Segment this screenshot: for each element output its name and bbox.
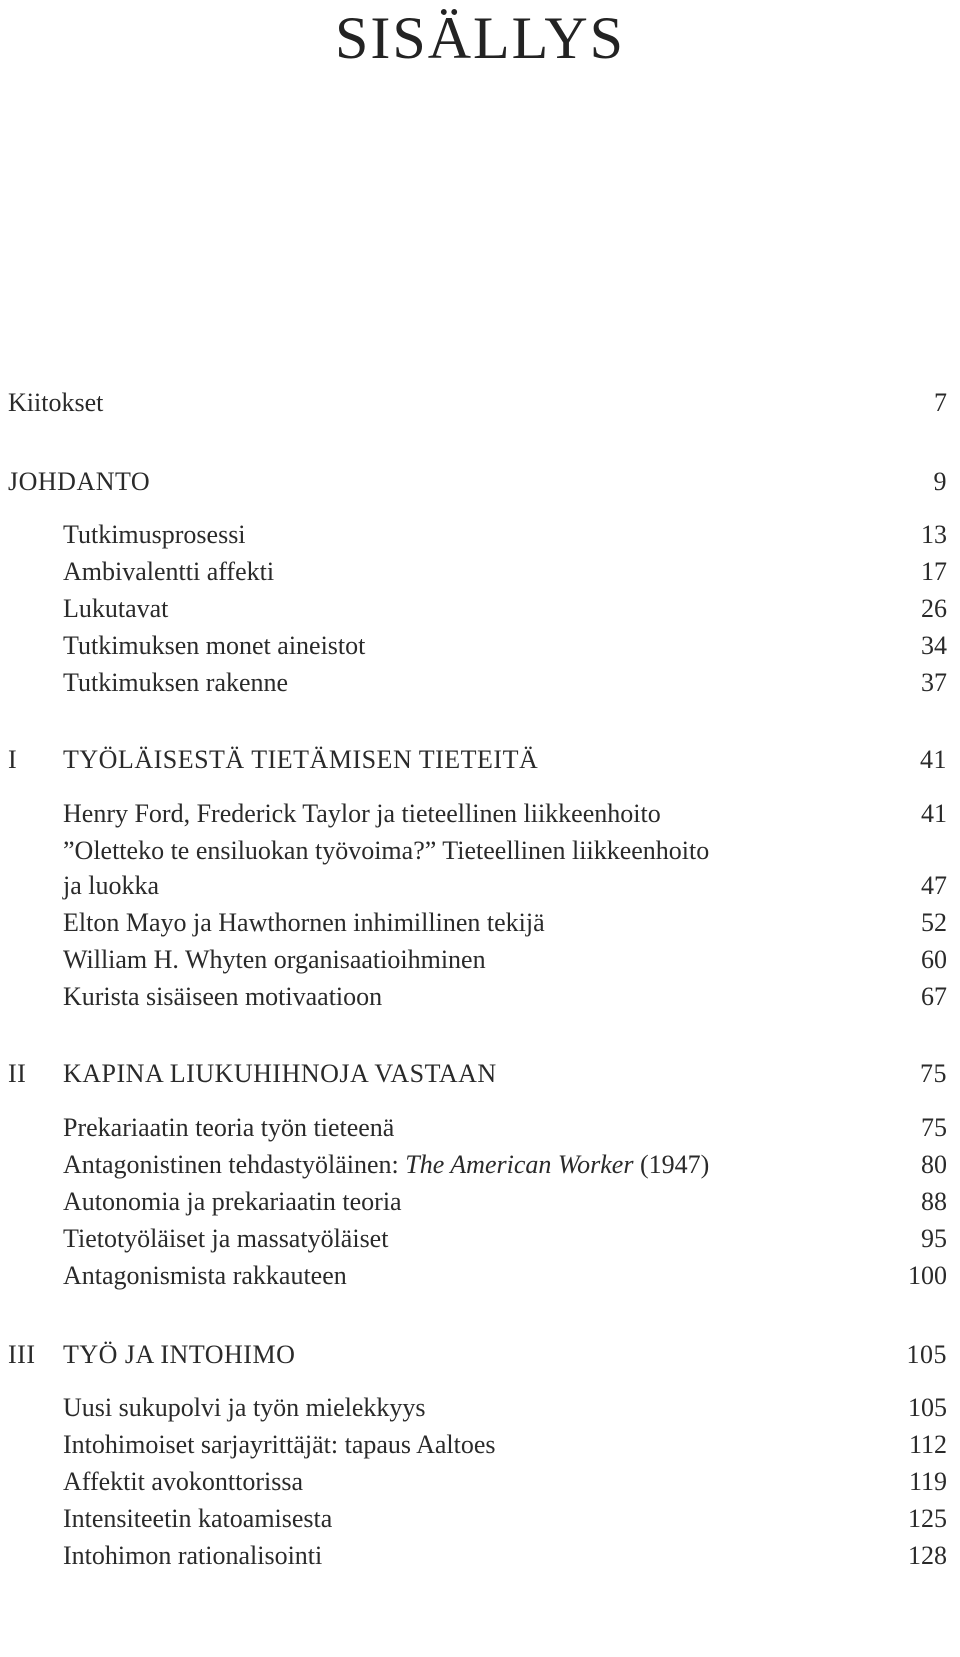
- toc-entry[interactable]: [8, 1428, 947, 1462]
- toc-part-title: KAPINA LIUKUHIHNOJA VASTAAN: [63, 1059, 497, 1088]
- toc-entry[interactable]: [8, 518, 947, 552]
- toc-entry-page: 80: [921, 1150, 947, 1179]
- page-title: SISÄLLYS: [334, 5, 626, 71]
- toc-part-page: 105: [906, 1340, 947, 1369]
- toc-entry[interactable]: [8, 592, 947, 626]
- toc-entry-page: 125: [908, 1504, 947, 1533]
- toc-entry[interactable]: [8, 797, 947, 831]
- toc-entry-page: 128: [908, 1541, 947, 1570]
- toc-part-title: TYÖ JA INTOHIMO: [63, 1340, 296, 1369]
- toc-section-page: 9: [933, 467, 947, 496]
- toc-entry[interactable]: [8, 629, 947, 663]
- toc-entry-label: Intohimon rationalisointi: [63, 1541, 323, 1570]
- toc-entry[interactable]: [8, 1222, 947, 1256]
- toc-entry-label: [63, 1148, 709, 1182]
- toc-entry[interactable]: [8, 834, 947, 868]
- toc-entry[interactable]: [8, 980, 947, 1014]
- toc-entry[interactable]: [8, 1148, 947, 1182]
- book-title: The American Worker: [405, 1150, 634, 1179]
- toc-part-page: 75: [920, 1059, 947, 1088]
- toc-entry[interactable]: [8, 943, 947, 977]
- toc-entry[interactable]: [8, 386, 947, 420]
- toc-entry-label: William H. Whyten organisaatioihminen: [63, 945, 486, 974]
- toc-entry-page: 34: [921, 631, 947, 660]
- toc-entry-page: 112: [908, 1430, 947, 1459]
- toc-entry-page: 95: [921, 1224, 947, 1253]
- toc-entry-page: 105: [908, 1393, 947, 1422]
- toc-entry[interactable]: [8, 1185, 947, 1219]
- toc-entry-page: 13: [921, 520, 947, 549]
- toc-entry-label: Lukutavat: [63, 594, 169, 623]
- toc-entry-label: Kiitokset: [8, 388, 104, 417]
- toc-part-heading[interactable]: [8, 743, 947, 777]
- toc-entry[interactable]: [8, 1465, 947, 1499]
- toc-entry-continuation[interactable]: [8, 869, 947, 903]
- toc-entry-page: 119: [908, 1467, 947, 1496]
- toc-entry-label: Tutkimusprosessi: [63, 520, 246, 549]
- toc-entry-label: Prekariaatin teoria työn tieteenä: [63, 1113, 395, 1142]
- toc-entry-page: 52: [921, 908, 947, 937]
- toc-entry-label: Tutkimuksen rakenne: [63, 668, 289, 697]
- toc-part-number: III: [8, 1340, 36, 1369]
- toc-part-title: TYÖLÄISESTÄ TIETÄMISEN TIETEITÄ: [63, 745, 539, 774]
- toc-entry-label-post: (1947): [633, 1150, 710, 1179]
- toc-entry-page: 60: [921, 945, 947, 974]
- toc-entry-label: Affektit avokonttorissa: [63, 1467, 303, 1496]
- toc-entry-label-pre: Antagonistinen tehdastyöläinen:: [63, 1150, 406, 1179]
- toc-entry-page: 37: [921, 668, 947, 697]
- toc-entry[interactable]: [8, 555, 947, 589]
- toc-entry[interactable]: [8, 1539, 947, 1573]
- toc-entry-label: Antagonismista rakkauteen: [63, 1261, 347, 1290]
- toc-entry-page: 26: [921, 594, 947, 623]
- toc-entry-label: Kurista sisäiseen motivaatioon: [63, 982, 383, 1011]
- toc-entry-label: Autonomia ja prekariaatin teoria: [63, 1187, 402, 1216]
- toc-entry-page: 7: [934, 388, 947, 417]
- toc-entry-page: 47: [921, 871, 947, 900]
- toc-entry-label: Intohimoiset sarjayrittäjät: tapaus Aaltoes: [63, 1430, 496, 1459]
- toc-section-heading[interactable]: [8, 465, 947, 499]
- toc-entry[interactable]: [8, 906, 947, 940]
- toc-entry[interactable]: [8, 1111, 947, 1145]
- toc-part-page: 41: [920, 745, 947, 774]
- toc-entry-page: 88: [921, 1187, 947, 1216]
- toc-entry-label: Tietotyöläiset ja massatyöläiset: [63, 1224, 389, 1253]
- toc-entry-label: Henry Ford, Frederick Taylor ja tieteellinen liikkeenhoito: [63, 799, 661, 828]
- toc-entry-label: ja luokka: [63, 871, 160, 900]
- toc-part-number: I: [8, 745, 18, 774]
- toc-entry[interactable]: [8, 1391, 947, 1425]
- toc-entry-page: 67: [921, 982, 947, 1011]
- toc-entry-label: Ambivalentti affekti: [63, 557, 275, 586]
- toc-part-heading[interactable]: [8, 1057, 947, 1091]
- toc-entry-page: 75: [921, 1113, 947, 1142]
- toc-entry-page: 41: [921, 799, 947, 828]
- toc-entry-label: Uusi sukupolvi ja työn mielekkyys: [63, 1393, 426, 1422]
- toc-entry-page: 17: [921, 557, 947, 586]
- toc-section-label: JOHDANTO: [8, 467, 151, 496]
- toc-entry[interactable]: [8, 1502, 947, 1536]
- toc-entry-label: ”Oletteko te ensiluokan työvoima?” Tieteellinen liikkeenhoito: [63, 836, 710, 865]
- toc-entry-label: Elton Mayo ja Hawthornen inhimillinen tekijä: [63, 908, 545, 937]
- toc-part-heading[interactable]: [8, 1338, 947, 1372]
- toc-entry-label: Tutkimuksen monet aineistot: [63, 631, 366, 660]
- toc-entry[interactable]: [8, 666, 947, 700]
- toc-entry[interactable]: [8, 1259, 947, 1293]
- toc-entry-label: Intensiteetin katoamisesta: [63, 1504, 333, 1533]
- toc-part-number: II: [8, 1059, 27, 1088]
- toc-entry-page: 100: [908, 1261, 947, 1290]
